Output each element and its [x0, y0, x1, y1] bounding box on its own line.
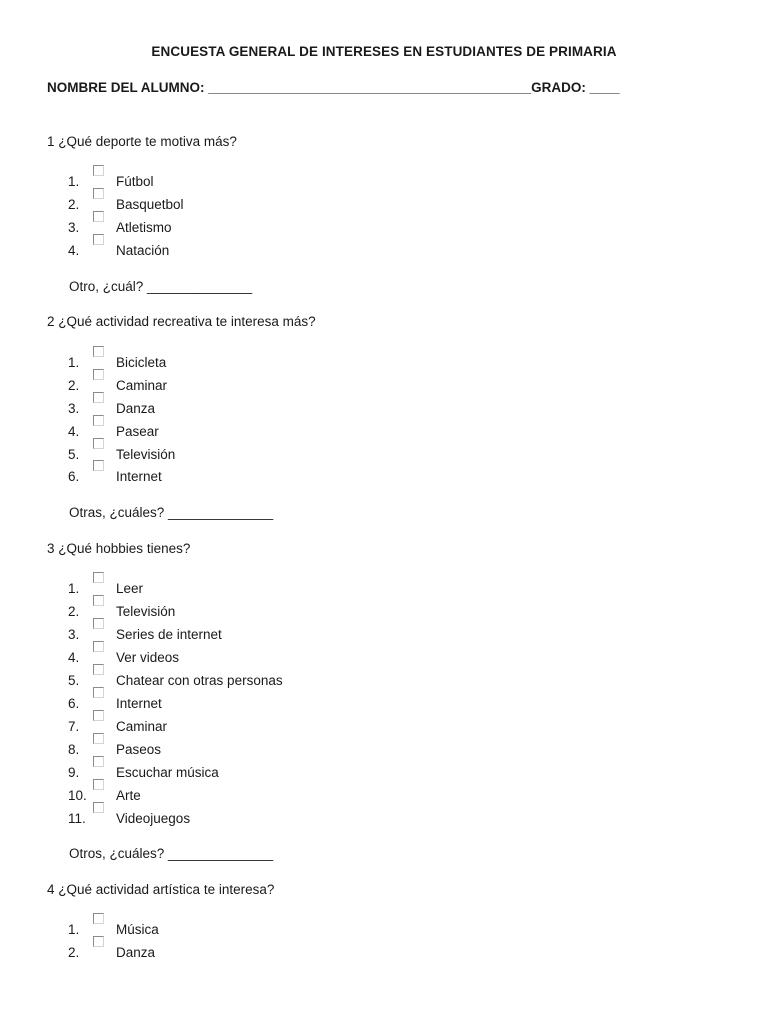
checkbox-icon[interactable]: [93, 664, 104, 675]
student-name-grade-line[interactable]: NOMBRE DEL ALUMNO: ___________________________________________GRADO: ____: [47, 80, 620, 95]
option-label: Televisión: [116, 604, 176, 619]
question-3-other-field[interactable]: Otros, ¿cuáles? ______________: [69, 846, 274, 861]
question-2: 2 ¿Qué actividad recreativa te interesa más?: [47, 314, 316, 329]
option-number: 3.: [68, 220, 80, 235]
option-number: 2.: [68, 945, 80, 960]
option-number: 2.: [68, 378, 80, 393]
option-number: 2.: [68, 197, 80, 212]
option-label: Atletismo: [116, 220, 172, 235]
question-2-other-field[interactable]: Otras, ¿cuáles? ______________: [69, 505, 274, 520]
option-number: 5.: [68, 673, 80, 688]
checkbox-icon[interactable]: [93, 756, 104, 767]
question-1-other-field[interactable]: Otro, ¿cuál? ______________: [69, 279, 253, 294]
option-number: 2.: [68, 604, 80, 619]
checkbox-icon[interactable]: [93, 188, 104, 199]
option-number: 7.: [68, 719, 80, 734]
option-number: 1.: [68, 581, 80, 596]
question-3: 3 ¿Qué hobbies tienes?: [47, 541, 191, 556]
checkbox-icon[interactable]: [93, 415, 104, 426]
option-number: 8.: [68, 742, 80, 757]
question-1: 1 ¿Qué deporte te motiva más?: [47, 134, 237, 149]
option-label: Caminar: [116, 378, 168, 393]
checkbox-icon[interactable]: [93, 687, 104, 698]
checkbox-icon[interactable]: [93, 572, 104, 583]
option-label: Fútbol: [116, 174, 154, 189]
question-4: 4 ¿Qué actividad artística te interesa?: [47, 882, 275, 897]
option-number: 6.: [68, 696, 80, 711]
option-number: 1.: [68, 174, 80, 189]
option-label: Natación: [116, 243, 170, 258]
option-number: 3.: [68, 627, 80, 642]
option-label: Internet: [116, 469, 162, 484]
checkbox-icon[interactable]: [93, 802, 104, 813]
option-label: Televisión: [116, 447, 176, 462]
option-number: 5.: [68, 447, 80, 462]
option-label: Series de internet: [116, 627, 222, 642]
option-label: Danza: [116, 945, 156, 960]
checkbox-icon[interactable]: [93, 595, 104, 606]
option-label: Paseos: [116, 742, 162, 757]
option-number: 11.: [68, 811, 86, 826]
checkbox-icon[interactable]: [93, 913, 104, 924]
option-label: Danza: [116, 401, 156, 416]
checkbox-icon[interactable]: [93, 733, 104, 744]
checkbox-icon[interactable]: [93, 234, 104, 245]
checkbox-icon[interactable]: [93, 779, 104, 790]
option-number: 10.: [68, 788, 87, 803]
option-label: Videojuegos: [116, 811, 191, 826]
option-label: Chatear con otras personas: [116, 673, 283, 688]
option-label: Ver videos: [116, 650, 180, 665]
option-label: Bicicleta: [116, 355, 167, 370]
option-number: 3.: [68, 401, 80, 416]
checkbox-icon[interactable]: [93, 346, 104, 357]
option-number: 4.: [68, 650, 80, 665]
option-number: 9.: [68, 765, 80, 780]
option-label: Escuchar música: [116, 765, 219, 780]
checkbox-icon[interactable]: [93, 392, 104, 403]
checkbox-icon[interactable]: [93, 460, 104, 471]
option-label: Caminar: [116, 719, 168, 734]
option-number: 4.: [68, 424, 80, 439]
checkbox-icon[interactable]: [93, 211, 104, 222]
checkbox-icon[interactable]: [93, 710, 104, 721]
option-number: 4.: [68, 243, 80, 258]
option-label: Internet: [116, 696, 162, 711]
option-number: 1.: [68, 922, 80, 937]
option-label: Basquetbol: [116, 197, 184, 212]
option-label: Música: [116, 922, 159, 937]
option-label: Arte: [116, 788, 141, 803]
checkbox-icon[interactable]: [93, 369, 104, 380]
checkbox-icon[interactable]: [93, 641, 104, 652]
checkbox-icon[interactable]: [93, 936, 104, 947]
option-number: 6.: [68, 469, 80, 484]
checkbox-icon[interactable]: [93, 438, 104, 449]
checkbox-icon[interactable]: [93, 165, 104, 176]
document-title: ENCUESTA GENERAL DE INTERESES EN ESTUDIANTES DE PRIMARIA: [151, 44, 617, 59]
option-label: Pasear: [116, 424, 159, 439]
option-label: Leer: [116, 581, 144, 596]
option-number: 1.: [68, 355, 80, 370]
checkbox-icon[interactable]: [93, 618, 104, 629]
